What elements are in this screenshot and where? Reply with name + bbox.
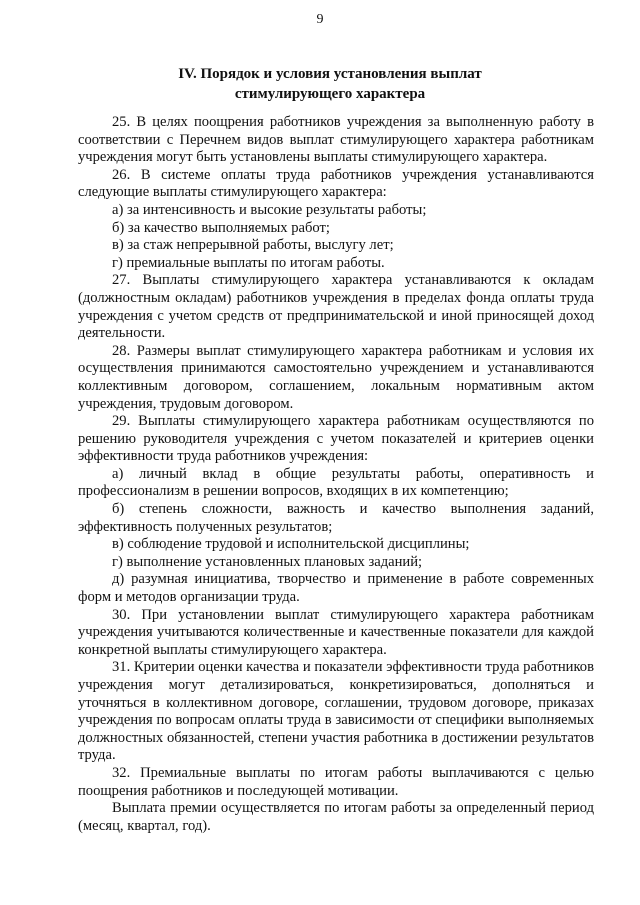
section-heading-line-2: стимулирующего характера [234,86,426,102]
list-item-26a: а) за интенсивность и высокие результаты работы; [112,201,427,218]
list-item-29c: в) соблюдение трудовой и исполнительской дисциплины; [112,536,470,553]
paragraph-25: 25. В целях поощрения работников учреждения за выполненную работу в соответствии с Перечнем видов выплат стимулирующего характера работникам учреждения могут быть установлены выплаты стимулирующего характера. [78,114,594,166]
list-item-29e: д) разумная инициатива, творчество и применение в работе современных форм и методов организации труда. [78,571,594,606]
list-item-29a: а) личный вклад в общие результаты работы, оперативность и профессионализм в решении вопросов, входящих в их компетенцию; [78,465,594,500]
paragraph-31: 31. Критерии оценки качества и показатели эффективности труда работников учреждения могут детализироваться, конкретизироваться, дополняться и уточняться в коллективном договоре, соглашении, трудовом договоре, приказах учреждения по вопросам оплаты труда в зависимости от специфики выполняемых должностных обязанностей, степени участия работника в достижении результатов труда. [78,659,594,764]
paragraph-29: 29. Выплаты стимулирующего характера работникам осуществляются по решению руководителя учреждения с учетом показателей и критериев оценки эффективности труда работников учреждения: [78,413,594,465]
paragraph-26: 26. В системе оплаты труда работников учреждения устанавливаются следующие выплаты стимулирующего характера: [78,166,594,201]
paragraph-32: 32. Премиальные выплаты по итогам работы выплачиваются с целью поощрения работников и последующей мотивации. [78,764,594,799]
list-item-26b: б) за качество выполняемых работ; [112,219,330,236]
section-heading [60,64,600,104]
list-item-29b: б) степень сложности, важность и качество выполнения заданий, эффективность полученных результатов; [78,501,594,535]
paragraph-32-continuation: Выплата премии осуществляется по итогам работы за определенный период (месяц, квартал, год). [78,800,594,834]
list-item-26c: в) за стаж непрерывной работы, выслугу лет; [112,237,394,254]
document-body [78,114,594,835]
list-item-29d: г) выполнение установленных плановых заданий; [112,553,423,570]
paragraph-28: 28. Размеры выплат стимулирующего характера работникам и условия их осуществления принимаются самостоятельно учреждением и устанавливаются коллективным договором, соглашением, локальным нормативным актом учреждения, трудовым договором. [78,342,594,412]
paragraph-30: 30. При установлении выплат стимулирующего характера работникам учреждения учитываются количественные и качественные показатели для каждой конкретной выплаты стимулирующего характера. [78,606,594,658]
paragraph-27: 27. Выплаты стимулирующего характера устанавливаются к окладам (должностным окладам) работников учреждения в пределах фонда оплаты труда учреждения с учетом средств от предпринимательской и иной приносящей доход деятельности. [78,272,594,342]
list-item-26d: г) премиальные выплаты по итогам работы. [112,254,385,271]
section-heading-line-1: IV. Порядок и условия установления выплат [178,66,482,82]
page-number: 9 [316,12,324,27]
